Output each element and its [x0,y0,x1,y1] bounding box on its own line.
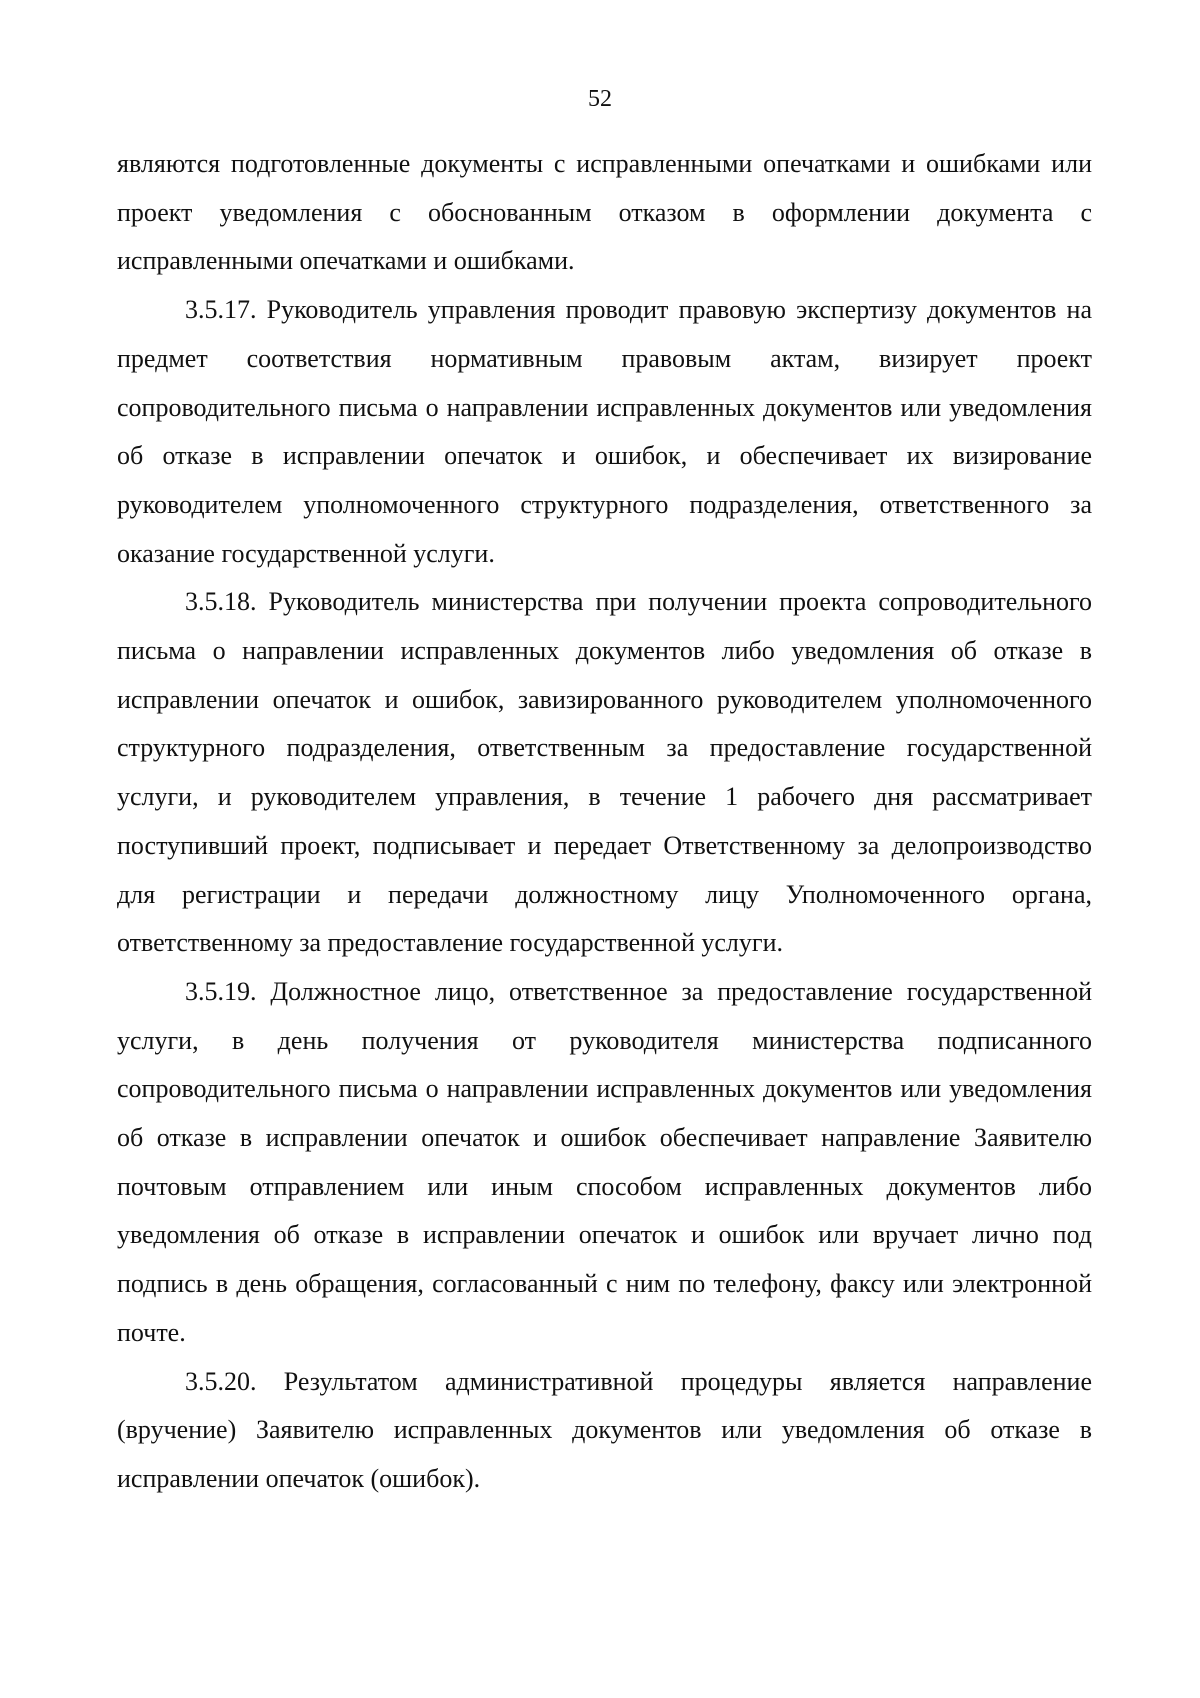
paragraph-number: 3.5.20. [185,1366,257,1396]
paragraph-number: 3.5.19. [185,976,257,1006]
paragraph-3-5-18 [117,578,1092,968]
paragraph-text: Руководитель министерства при получении проекта сопроводительного письма о направлении исправленных документов либо уведомления об отказе в исправлении опечаток и ошибок, завизированного руководителем уполномоченного структурного подразделения, ответственным за предоставление государственной услуги, и руководителем управления, в течение 1 рабочего дня рассматривает поступивший проект, подписывает и передает Ответственному за делопроизводство для регистрации и передачи должностному лицу Уполномоченного органа, ответственному за предоставление государственной услуги. [117,587,1093,958]
paragraph-3-5-20 [117,1358,1092,1504]
paragraph-text: Руководитель управления проводит правовую экспертизу документов на предмет соответствия нормативным правовым актам, визирует проект сопроводительного письма о направлении исправленных документов или уведомления об отказе в исправлении опечаток и ошибок, и обеспечивает их визирование руководителем уполномоченного структурного подразделения, ответственного за оказание государственной услуги. [117,295,1092,568]
paragraph-text: Результатом административной процедуры является направление (вручение) Заявителю исправленных документов или уведомления об отказе в исправлении опечаток (ошибок). [117,1366,1092,1493]
paragraph-3-5-17 [117,286,1092,578]
paragraph-continuation [117,140,1092,286]
document-body [117,140,1092,1504]
paragraph-text: являются подготовленные документы с исправленными опечатками и ошибками или проект уведомления с обоснованным отказом в оформлении документа с исправленными опечатками и ошибками. [117,149,1092,276]
paragraph-number: 3.5.17. [185,295,257,325]
page-number: 52 [588,86,612,112]
paragraph-text: Должностное лицо, ответственное за предоставление государственной услуги, в день получения от руководителя министерства подписанного сопроводительного письма о направлении исправленных документов или уведомления об отказе в исправлении опечаток и ошибок обеспечивает направление Заявителю почтовым отправлением или иным способом исправленных документов либо уведомления об отказе в исправлении опечаток и ошибок или вручает лично под подпись в день обращения, согласованный с ним по телефону, факсу или электронной почте. [117,976,1092,1347]
paragraph-number: 3.5.18. [185,587,257,617]
paragraph-3-5-19 [117,968,1092,1358]
